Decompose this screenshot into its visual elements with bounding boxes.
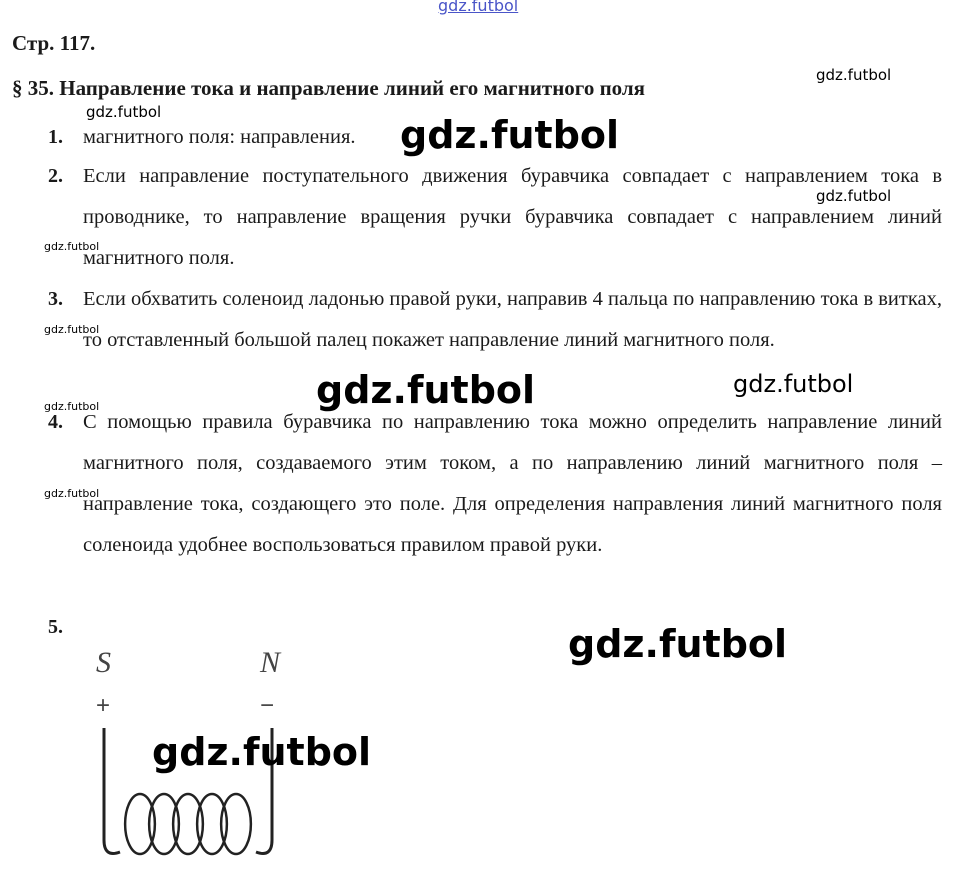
item-number: 3.: [48, 288, 63, 310]
watermark: gdz.futbol: [44, 240, 100, 253]
item-text: Если направление поступательного движения буравчика совпадает с направлением тока в проводнике, то направление вращения ручки буравчика совпадает с направлением линий магнитного поля.: [83, 165, 942, 269]
watermark: gdz.futbol: [816, 187, 892, 205]
pole-label-north: N: [260, 646, 281, 679]
watermark: gdz.futbol: [44, 400, 100, 413]
item-text: магнитного поля: направления.: [83, 126, 356, 148]
coil-turn: [149, 794, 179, 854]
plus-terminal-sign: +: [96, 692, 111, 719]
watermark: gdz.futbol: [733, 370, 854, 398]
item-number: 4.: [48, 411, 63, 433]
watermark: gdz.futbol: [568, 622, 788, 666]
minus-terminal-sign: −: [260, 692, 275, 719]
watermark: gdz.futbol: [44, 323, 100, 336]
coil-turn: [221, 794, 251, 854]
coil-turn: [197, 794, 227, 854]
watermark: gdz.futbol: [86, 103, 162, 121]
item-number: 2.: [48, 165, 63, 187]
item-number: 1.: [48, 126, 63, 148]
watermark-link[interactable]: gdz.futbol: [438, 0, 519, 15]
item-text: С помощью правила буравчика по направлению тока можно определить направление линий магнитного поля, создаваемого этим током, а по направлению линий магнитного поля – направление тока, создающего это поле. Для определения направления линий магнитного поля соленоида удобнее воспользоваться правилом правой руки.: [83, 411, 942, 556]
coil-turn: [173, 794, 203, 854]
coil-turn: [125, 794, 155, 854]
item-text: Если обхватить соленоид ладонью правой руки, направив 4 пальца по направлению тока в витках, то отставленный большой палец покажет направление линий магнитного поля.: [83, 288, 942, 351]
item-number: 5.: [48, 616, 63, 638]
section-title: § 35. Направление тока и направление линий его магнитного поля: [12, 76, 646, 100]
watermark: gdz.futbol: [400, 113, 620, 157]
watermark: gdz.futbol: [816, 66, 892, 84]
page-number: Стр. 117.: [12, 31, 96, 55]
coil-lead-left: [104, 728, 120, 854]
watermark: gdz.futbol: [152, 730, 372, 774]
watermark: gdz.futbol: [44, 487, 100, 500]
pole-label-south: S: [96, 646, 111, 679]
watermark: gdz.futbol: [316, 368, 536, 412]
